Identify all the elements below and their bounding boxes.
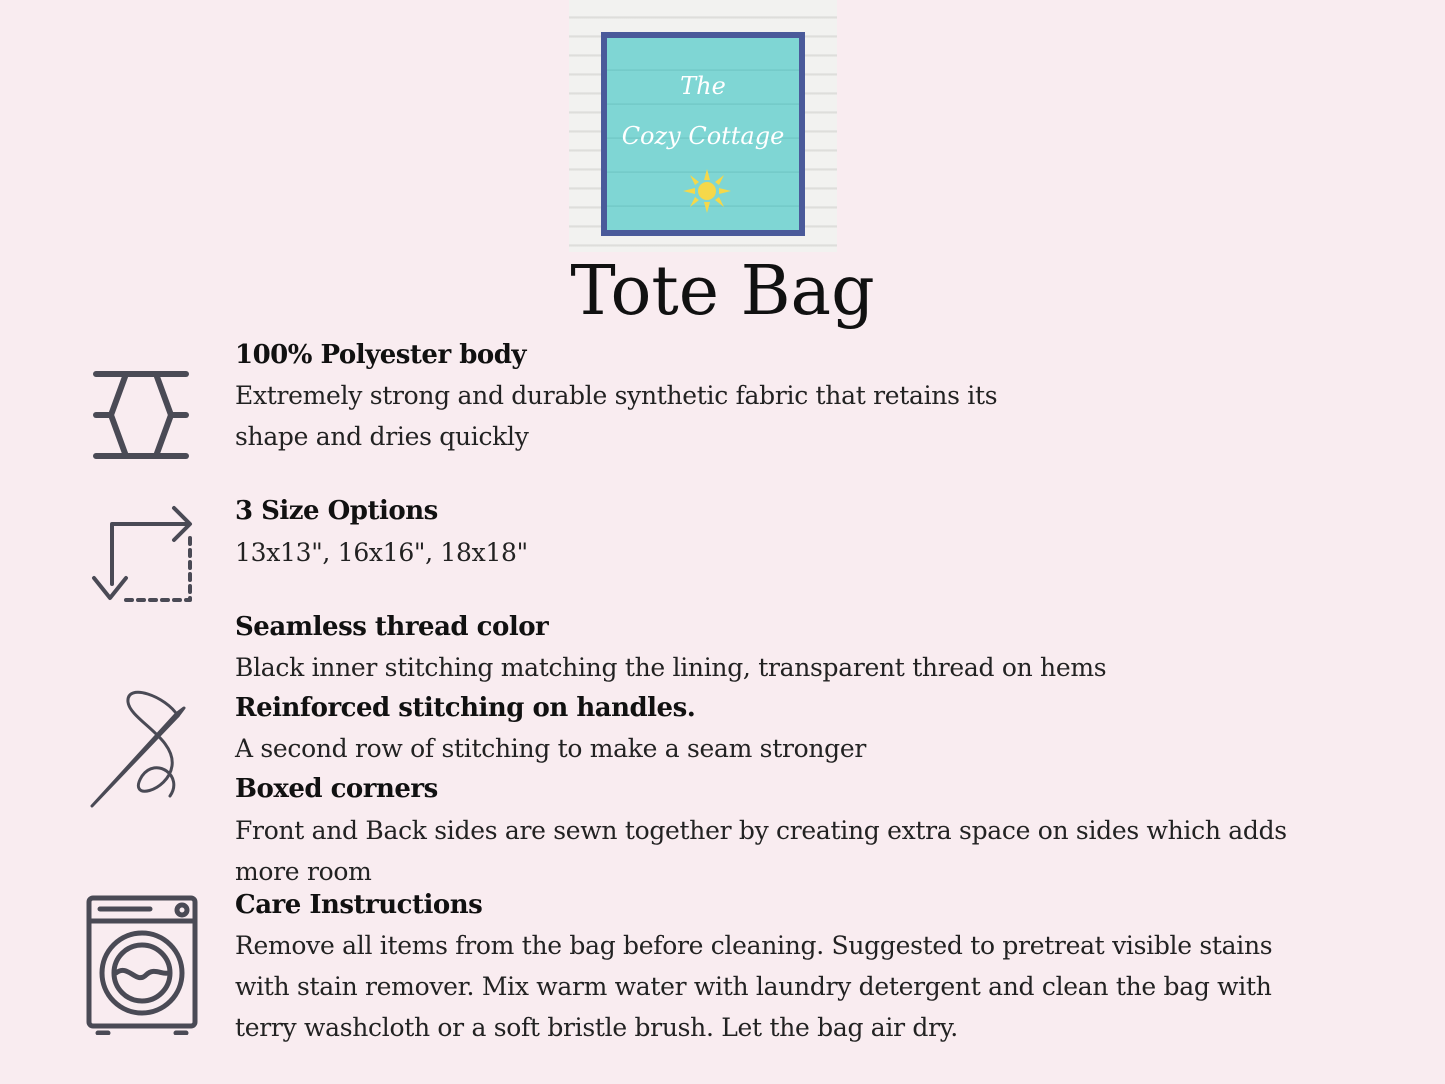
section-body-sizes: 13x13", 16x16", 18x18": [235, 538, 528, 567]
section-heading-sizes: 3 Size Options: [235, 496, 438, 526]
section-heading-thread: Seamless thread color: [235, 612, 549, 642]
logo-text-name: Cozy Cottage: [621, 122, 785, 150]
section-body-boxed-line2: more room: [235, 857, 372, 886]
section-heading-reinforced: Reinforced stitching on handles.: [235, 693, 696, 723]
section-heading-boxed: Boxed corners: [235, 774, 438, 804]
section-body-reinforced: A second row of stitching to make a seam stronger: [235, 734, 867, 763]
resize-arrows-icon: [88, 500, 194, 606]
brand-logo: [569, 0, 837, 252]
section-body-care-line1: Remove all items from the bag before cleaning. Suggested to pretreat visible stains: [235, 931, 1273, 960]
section-body-polyester-line2: shape and dries quickly: [235, 422, 529, 451]
washing-machine-icon: [86, 895, 198, 1035]
fabric-mesh-icon: [92, 370, 190, 460]
section-body-thread: Black inner stitching matching the lining, transparent thread on hems: [235, 653, 1107, 682]
section-body-care-line3: terry washcloth or a soft bristle brush. Let the bag air dry.: [235, 1013, 958, 1042]
needle-thread-icon: [86, 686, 186, 812]
logo-text-the: The: [680, 72, 726, 100]
section-heading-care: Care Instructions: [235, 890, 483, 920]
sun-icon: [677, 166, 737, 216]
logo-board: [601, 32, 805, 236]
section-body-care-line2: with stain remover. Mix warm water with laundry detergent and clean the bag with: [235, 972, 1272, 1001]
section-body-polyester-line1: Extremely strong and durable synthetic fabric that retains its: [235, 381, 998, 410]
section-body-boxed-line1: Front and Back sides are sewn together by creating extra space on sides which adds: [235, 816, 1287, 845]
section-heading-polyester: 100% Polyester body: [235, 340, 526, 370]
page-title: Tote Bag: [570, 252, 875, 331]
